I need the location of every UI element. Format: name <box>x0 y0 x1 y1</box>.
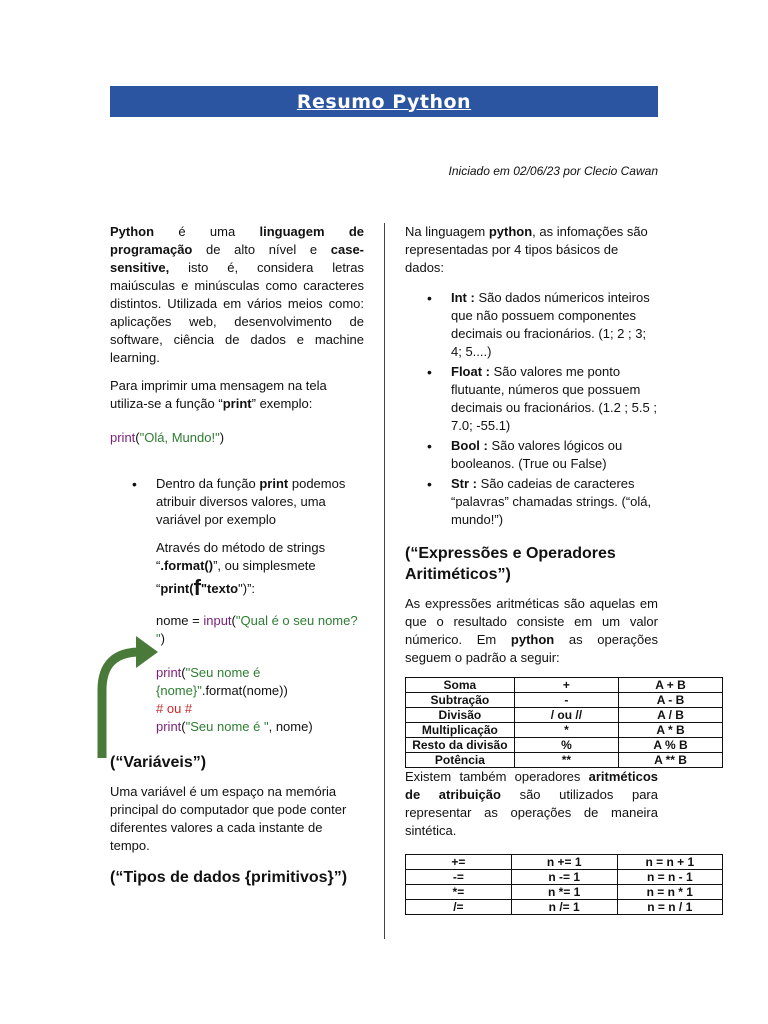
expr-paragraph <box>405 595 658 667</box>
table-cell: + <box>514 678 618 693</box>
code-print-func: print <box>110 430 136 445</box>
page-title: Resumo Python <box>296 90 472 113</box>
type-text: São valores me ponto flutuante, números que possuem decimais ou fracionários. (1.2 ; 5.5 ; 7.0; -55.1) <box>451 364 657 433</box>
assign-paragraph <box>405 768 658 840</box>
fstring-q1: “ <box>156 581 161 596</box>
code-paren-open: ( <box>135 430 140 445</box>
table-cell: Subtração <box>406 693 515 708</box>
print-example <box>110 429 364 447</box>
code1-a: nome = <box>156 613 204 628</box>
table-cell: ** <box>514 753 618 768</box>
list-item <box>110 475 364 529</box>
table-cell: Multiplicação <box>406 723 515 738</box>
table-row <box>406 738 723 753</box>
print-intro-t1: Para imprimir uma mensagem na tela utiliza-se a função “ <box>110 378 327 411</box>
format-paragraph <box>110 539 364 575</box>
table-cell: A % B <box>619 738 723 753</box>
print-intro-t2: ” exemplo: <box>251 396 313 411</box>
table-row <box>406 753 723 768</box>
table-row <box>406 708 723 723</box>
table-cell: n = n / 1 <box>617 900 722 915</box>
code-paren-close: ) <box>219 430 225 445</box>
column-divider <box>384 223 385 939</box>
type-label: Float : <box>451 364 490 379</box>
table-cell: A - B <box>619 693 723 708</box>
fstring-b2: "texto <box>200 581 239 596</box>
table-cell: n = n + 1 <box>617 855 722 870</box>
print-intro-b1: print <box>222 396 252 411</box>
table-cell: Potência <box>406 753 515 768</box>
type-label: Str : <box>451 476 477 491</box>
intro-bold-lang: linguagem de programação <box>110 224 364 257</box>
table-cell: A + B <box>619 678 723 693</box>
table-cell: A ** B <box>619 753 723 768</box>
intro-text-3: isto é, considera letras maiúsculas e minúsculas como caracteres distintos. Utilizada em vários meios como: aplicações web, desenvolvimento de software, ciência de dados e machine learning. <box>110 260 364 365</box>
table-cell: A / B <box>619 708 723 723</box>
code1-c: ( <box>231 613 236 628</box>
assign-t1: Existem também operadores <box>405 769 589 784</box>
started-info: Iniciado em 02/06/23 por Clecio Cawan <box>448 164 658 178</box>
table-cell: A * B <box>619 723 723 738</box>
intro-paragraph <box>110 223 364 367</box>
heading-expressoes: (“Expressões e Operadores Aritiméticos”) <box>405 545 616 583</box>
table-cell: / ou // <box>514 708 618 723</box>
table-cell: Divisão <box>406 708 515 723</box>
table-cell: - <box>514 693 618 708</box>
types-intro-b1: python <box>488 224 533 239</box>
bullet-t2: podemos atribuir diversos valores, uma variável por exemplo <box>156 476 346 527</box>
assign-t2: são utilizados para representar as operações de maneira sintética. <box>405 787 658 838</box>
fstring-t1: ")”: <box>238 581 256 596</box>
list-item <box>405 475 658 529</box>
bullet-t1: Dentro da função <box>156 476 260 491</box>
intro-bold-python: Python <box>110 224 155 239</box>
table-cell: += <box>406 855 512 870</box>
format-b1: .format() <box>160 558 214 573</box>
fstring-f: f <box>193 575 201 600</box>
table-cell: Resto da divisão <box>406 738 515 753</box>
table-cell: /= <box>406 900 512 915</box>
table-cell: * <box>514 723 618 738</box>
assign-table <box>405 854 723 915</box>
table-row <box>406 885 723 900</box>
types-intro-t1: Na linguagem <box>405 224 489 239</box>
table-row <box>406 693 723 708</box>
table-row <box>406 870 723 885</box>
code2-d: .format(nome)) <box>201 683 288 698</box>
intro-bold-case: case-sensitive, <box>110 242 364 275</box>
fstring-paragraph <box>110 575 364 600</box>
variaveis-paragraph: Uma variável é um espaço na memória principal do computador que pode conter diferentes valores a cada instante de tempo. <box>110 784 347 853</box>
code1-e: ) <box>160 631 165 646</box>
table-cell: n = n * 1 <box>617 885 722 900</box>
code2-print: print <box>156 665 182 680</box>
left-bullet-list <box>110 475 364 529</box>
print-intro <box>110 377 364 413</box>
bullet-b1: print <box>259 476 289 491</box>
expr-t1: As expressões aritméticas são aquelas em que o resultado consiste em um valor númerico. Em <box>405 596 658 647</box>
table-cell: *= <box>406 885 512 900</box>
code-comment: # ou # <box>156 701 193 716</box>
list-item <box>405 289 658 361</box>
title-bar <box>110 86 658 117</box>
format-t2: ”, ou simplesmete <box>213 558 316 573</box>
types-intro <box>405 223 658 277</box>
table-cell: n += 1 <box>511 855 617 870</box>
heading-tipos: (“Tipos de dados {primitivos}”) <box>110 869 348 886</box>
table-row <box>406 855 723 870</box>
code4-b: ( <box>181 719 186 734</box>
expr-b1: python <box>510 632 555 647</box>
type-label: Int : <box>451 290 475 305</box>
table-cell: -= <box>406 870 512 885</box>
code1-input: input <box>203 613 232 628</box>
table-row <box>406 678 723 693</box>
table-row <box>406 900 723 915</box>
table-cell: n *= 1 <box>511 885 617 900</box>
arith-table <box>405 677 723 768</box>
list-item <box>405 363 658 435</box>
format-t1: Através do método de strings “ <box>156 540 326 573</box>
left-column <box>110 223 364 898</box>
code2-string: "Seu nome é {nome}" <box>156 665 261 698</box>
assign-b1: aritméticos de atribuição <box>405 769 658 802</box>
type-text: São cadeias de caracteres “palavras” chamadas strings. (“olá, mundo!”) <box>451 476 652 527</box>
type-text: São valores lógicos ou booleanos. (True ou False) <box>451 438 623 471</box>
intro-text-2: de alto nível e <box>192 242 331 257</box>
list-item <box>405 437 658 473</box>
code-string: "Olá, Mundo!" <box>139 430 220 445</box>
code4-d: , nome) <box>268 719 313 734</box>
code4-print: print <box>156 719 182 734</box>
code1-string: "Qual é o seu nome? " <box>156 613 358 646</box>
code4-string: "Seu nome é " <box>185 719 269 734</box>
code2-b: ( <box>181 665 186 680</box>
type-label: Bool : <box>451 438 488 453</box>
heading-variaveis: (“Variáveis”) <box>110 754 207 771</box>
curved-arrow-icon <box>92 630 162 760</box>
fstring-b1: print( <box>160 581 194 596</box>
table-cell: Soma <box>406 678 515 693</box>
types-intro-t2: , as infomações são representadas por 4 tipos básicos de dados: <box>405 224 648 275</box>
expr-t2: as operações seguem o padrão a seguir: <box>405 632 658 665</box>
intro-text-1: é uma <box>154 224 260 239</box>
table-cell: n /= 1 <box>511 900 617 915</box>
table-cell: n = n - 1 <box>617 870 722 885</box>
table-cell: % <box>514 738 618 753</box>
table-row <box>406 723 723 738</box>
right-column <box>405 223 695 915</box>
table-cell: n -= 1 <box>511 870 617 885</box>
types-list <box>405 289 658 529</box>
type-text: São dados númericos inteiros que não possuem componentes decimais ou fracionários. (1; 2 ; 3; 4; 5....) <box>451 290 650 359</box>
